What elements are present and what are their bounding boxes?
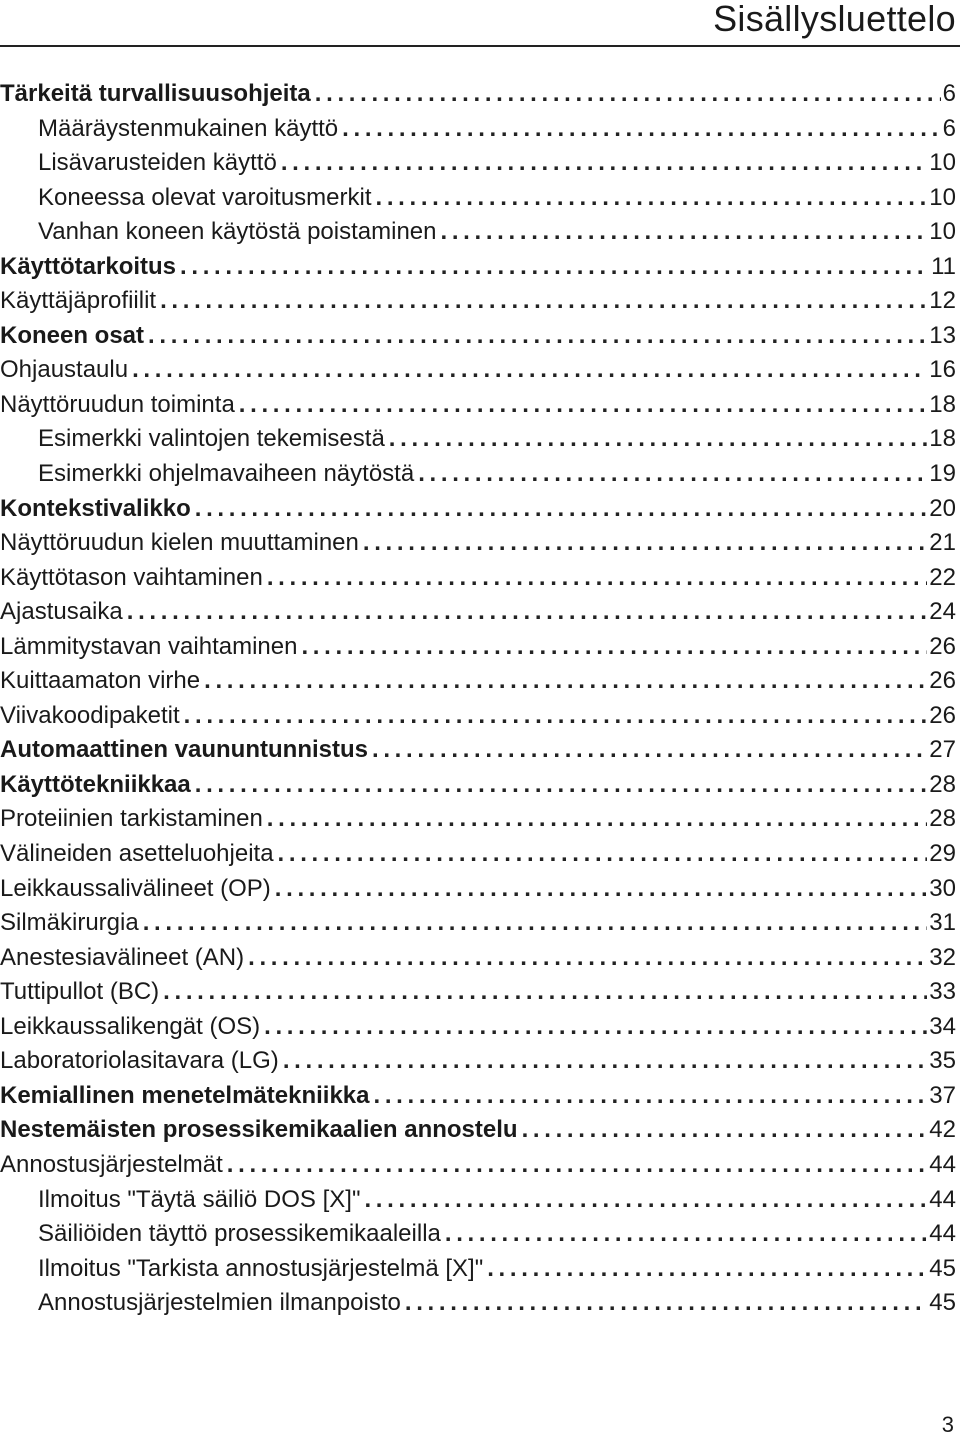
toc-entry-page: 32 <box>929 943 956 971</box>
toc-entry-page: 18 <box>929 425 956 453</box>
toc-entry[interactable] <box>0 422 956 457</box>
toc-entry-page: 30 <box>929 874 956 902</box>
toc-entry[interactable] <box>0 872 956 907</box>
toc-entry-page: 29 <box>929 840 956 868</box>
toc-dot-leader <box>264 1010 927 1045</box>
toc-entry-page: 28 <box>929 770 956 798</box>
toc-dot-leader <box>248 941 927 976</box>
toc-dot-leader <box>374 1079 928 1114</box>
toc-entry-page: 10 <box>929 183 956 211</box>
toc-entry-label: Tuttipullot (BC) <box>0 978 160 1006</box>
toc-dot-leader <box>441 215 928 250</box>
page-number: 3 <box>941 1412 954 1437</box>
toc-dot-leader <box>487 1252 927 1287</box>
toc-dot-leader <box>180 250 929 285</box>
toc-dot-leader <box>132 353 927 388</box>
toc-entry-label: Leikkaussalivälineet (OP) <box>0 874 271 902</box>
toc-entry-page: 42 <box>929 1116 956 1144</box>
toc-entry[interactable] <box>0 112 956 147</box>
toc-entry[interactable] <box>0 837 956 872</box>
toc-entry-label: Annostusjärjestelmien ilmanpoisto <box>38 1289 401 1317</box>
toc-entry[interactable] <box>0 526 956 561</box>
toc-entry-label: Käyttötason vaihtaminen <box>0 563 263 591</box>
toc-entry[interactable] <box>0 595 956 630</box>
toc-entry-page: 44 <box>929 1185 956 1213</box>
toc-entry-label: Vanhan koneen käytöstä poistaminen <box>38 218 437 246</box>
toc-entry-label: Esimerkki ohjelmavaiheen näytöstä <box>38 460 415 488</box>
toc-dot-leader <box>281 146 927 181</box>
toc-entry[interactable] <box>0 1183 956 1218</box>
toc-entry-label: Kuittaamaton virhe <box>0 667 201 695</box>
toc-dot-leader <box>148 319 927 354</box>
toc-dot-leader <box>445 1217 927 1252</box>
toc-dot-leader <box>301 630 927 665</box>
toc-entry[interactable] <box>0 1010 956 1045</box>
toc-entry[interactable] <box>0 768 956 803</box>
toc-entry[interactable] <box>0 941 956 976</box>
toc-entry-label: Silmäkirurgia <box>0 909 139 937</box>
toc-entry[interactable] <box>0 664 956 699</box>
toc-dot-leader <box>275 872 928 907</box>
toc-entry-label: Koneessa olevat varoitusmerkit <box>38 183 372 211</box>
toc-entry-label: Säiliöiden täyttö prosessikemikaaleilla <box>38 1220 441 1248</box>
toc-entry[interactable] <box>0 561 956 596</box>
toc-entry-label: Kontekstivalikko <box>0 494 191 522</box>
toc-entry-label: Viivakoodipaketit <box>0 701 180 729</box>
toc-entry-page: 37 <box>929 1081 956 1109</box>
toc-dot-leader <box>283 1044 927 1079</box>
toc-entry-label: Ajastusaika <box>0 598 123 626</box>
toc-entry[interactable] <box>0 181 956 216</box>
toc-entry-label: Näyttöruudun kielen muuttaminen <box>0 529 359 557</box>
toc-dot-leader <box>163 975 927 1010</box>
toc-entry-label: Annostusjärjestelmät <box>0 1150 223 1178</box>
toc-dot-leader <box>239 388 928 423</box>
page-title: Sisällysluettelo <box>713 0 956 39</box>
toc-entry-page: 11 <box>931 252 956 280</box>
toc-entry-label: Lisävarusteiden käyttö <box>38 149 277 177</box>
toc-entry[interactable] <box>0 77 956 112</box>
toc-entry-page: 35 <box>929 1047 956 1075</box>
toc-entry[interactable] <box>0 146 956 181</box>
toc-entry-page: 10 <box>929 149 956 177</box>
toc-entry[interactable] <box>0 250 956 285</box>
toc-entry[interactable] <box>0 1286 956 1321</box>
toc-dot-leader <box>143 906 928 941</box>
toc-entry[interactable] <box>0 975 956 1010</box>
toc-dot-leader <box>418 457 927 492</box>
toc-dot-leader <box>376 181 928 216</box>
toc-entry-page: 22 <box>929 563 956 591</box>
toc-dot-leader <box>195 492 928 527</box>
toc-entry[interactable] <box>0 1252 956 1287</box>
toc-entry-page: 26 <box>929 701 956 729</box>
toc-dot-leader <box>267 561 927 596</box>
toc-entry-label: Nestemäisten prosessikemikaalien annostelu <box>0 1116 518 1144</box>
toc-entry-page: 6 <box>942 80 956 107</box>
toc-entry-page: 16 <box>929 356 956 384</box>
toc-entry-label: Näyttöruudun toiminta <box>0 390 235 418</box>
toc-entry[interactable] <box>0 215 956 250</box>
toc-dot-leader <box>364 1183 927 1218</box>
toc-dot-leader <box>184 699 928 734</box>
toc-entry-page: 45 <box>929 1289 956 1317</box>
toc-entry-page: 31 <box>929 909 956 937</box>
toc-entry[interactable] <box>0 1217 956 1252</box>
toc-dot-leader <box>204 664 927 699</box>
toc-entry-label: Ilmoitus "Täytä säiliö DOS [X]" <box>38 1185 361 1213</box>
toc-entry-page: 18 <box>929 390 956 418</box>
toc-entry-page: 24 <box>929 598 956 626</box>
toc-entry-label: Esimerkki valintojen tekemisestä <box>38 425 385 453</box>
toc-entry[interactable] <box>0 1148 956 1183</box>
toc-entry[interactable] <box>0 388 956 423</box>
toc-entry[interactable] <box>0 906 956 941</box>
toc-entry-label: Käyttötarkoitus <box>0 252 177 280</box>
toc-entry-label: Ilmoitus "Tarkista annostusjärjestelmä [X]" <box>38 1254 484 1282</box>
toc-entry-page: 28 <box>929 805 956 833</box>
toc-entry-page: 34 <box>929 1012 956 1040</box>
toc-entry-page: 33 <box>929 978 956 1006</box>
toc-entry-page: 44 <box>929 1220 956 1248</box>
toc-entry[interactable] <box>0 1044 956 1079</box>
toc-entry-label: Käyttäjäprofiilit <box>0 287 157 315</box>
toc-entry-label: Automaattinen vaununtunnistus <box>0 736 368 764</box>
toc-dot-leader <box>372 733 927 768</box>
toc-entry-label: Lämmitystavan vaihtaminen <box>0 632 298 660</box>
toc-dot-leader <box>127 595 928 630</box>
toc-entry-page: 12 <box>929 287 956 315</box>
toc-entry-page: 26 <box>929 667 956 695</box>
toc-dot-leader <box>363 526 927 561</box>
table-of-contents <box>0 77 956 1321</box>
toc-entry[interactable] <box>0 457 956 492</box>
toc-entry-page: 20 <box>929 494 956 522</box>
toc-dot-leader <box>160 284 927 319</box>
toc-entry[interactable] <box>0 802 956 837</box>
toc-entry-page: 21 <box>929 529 956 557</box>
toc-entry[interactable] <box>0 1079 956 1114</box>
toc-dot-leader <box>278 837 928 872</box>
toc-dot-leader <box>342 112 940 147</box>
toc-dot-leader <box>389 422 928 457</box>
toc-dot-leader <box>267 802 928 837</box>
toc-entry-page: 10 <box>929 218 956 246</box>
toc-entry[interactable] <box>0 733 956 768</box>
toc-entry-label: Proteiinien tarkistaminen <box>0 805 263 833</box>
toc-entry-label: Käyttötekniikkaa <box>0 770 191 798</box>
toc-entry[interactable] <box>0 630 956 665</box>
toc-entry[interactable] <box>0 492 956 527</box>
title-divider <box>0 45 960 47</box>
toc-entry-label: Anestesiavälineet (AN) <box>0 943 245 971</box>
toc-dot-leader <box>522 1113 928 1148</box>
toc-entry-label: Kemiallinen menetelmätekniikka <box>0 1081 370 1109</box>
toc-entry[interactable] <box>0 1113 956 1148</box>
toc-entry-page: 44 <box>929 1150 956 1178</box>
toc-entry-label: Koneen osat <box>0 321 145 349</box>
toc-dot-leader <box>405 1286 927 1321</box>
toc-entry-page: 26 <box>929 632 956 660</box>
toc-entry[interactable] <box>0 284 956 319</box>
toc-entry[interactable] <box>0 699 956 734</box>
toc-dot-leader <box>227 1148 928 1183</box>
toc-entry-label: Määräystenmukainen käyttö <box>38 114 339 142</box>
toc-dot-leader <box>315 77 941 112</box>
toc-entry-label: Tärkeitä turvallisuusohjeita <box>0 80 311 107</box>
toc-entry-page: 6 <box>942 114 956 142</box>
toc-entry-page: 45 <box>929 1254 956 1282</box>
toc-entry-label: Ohjaustaulu <box>0 356 129 384</box>
toc-entry-label: Välineiden asetteluohjeita <box>0 840 274 868</box>
toc-entry[interactable] <box>0 319 956 354</box>
toc-entry-label: Laboratoriolasitavara (LG) <box>0 1047 279 1075</box>
toc-entry-label: Leikkaussalikengät (OS) <box>0 1012 261 1040</box>
toc-entry-page: 19 <box>929 460 956 488</box>
toc-entry[interactable] <box>0 353 956 388</box>
toc-dot-leader <box>195 768 928 803</box>
toc-entry-page: 13 <box>929 321 956 349</box>
toc-entry-page: 27 <box>929 736 956 764</box>
